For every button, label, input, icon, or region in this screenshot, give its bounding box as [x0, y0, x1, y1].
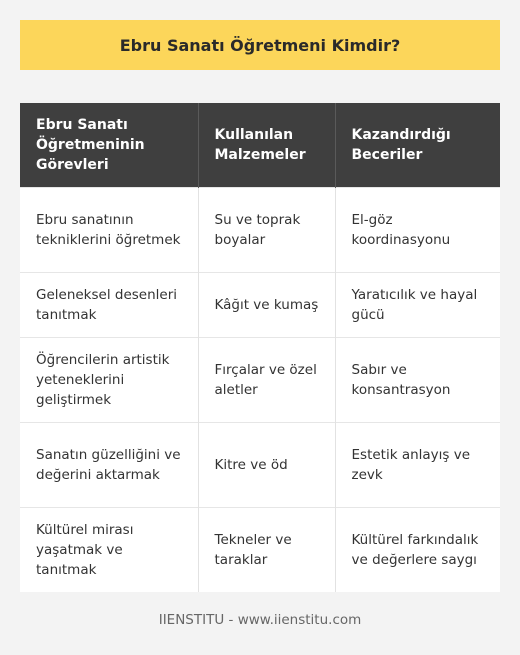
- table-cell-skill: Yaratıcılık ve hayal gücü: [335, 273, 500, 338]
- table-header-row: [20, 103, 500, 188]
- header-materials: Kullanılan Malzemeler: [198, 103, 335, 188]
- table-cell-duty: Kültürel mirası yaşatmak ve tanıtmak: [20, 508, 198, 593]
- table-row: [20, 338, 500, 423]
- table-cell-skill: Kültürel farkındalık ve değerlere saygı: [335, 508, 500, 593]
- table-cell-skill: Sabır ve konsantrasyon: [335, 338, 500, 423]
- table-row: [20, 188, 500, 273]
- table-row: [20, 508, 500, 593]
- table-row: [20, 273, 500, 338]
- table-cell-duty: Sanatın güzelliğini ve değerini aktarmak: [20, 423, 198, 508]
- table-cell-duty: Öğrencilerin artistik yeteneklerini geliştirmek: [20, 338, 198, 423]
- table-cell-material: Tekneler ve taraklar: [198, 508, 335, 593]
- footer-credit: IIENSTITU - www.iienstitu.com: [158, 612, 362, 628]
- table-cell-material: Kitre ve öd: [198, 423, 335, 508]
- table-cell-skill: El-göz koordinasyonu: [335, 188, 500, 273]
- table-cell-duty: Ebru sanatının tekniklerini öğretmek: [20, 188, 198, 273]
- page-title: Ebru Sanatı Öğretmeni Kimdir?: [20, 20, 500, 70]
- table-row: [20, 423, 500, 508]
- table-cell-skill: Estetik anlayış ve zevk: [335, 423, 500, 508]
- header-duties: Ebru Sanatı Öğretmeninin Görevleri: [20, 103, 198, 188]
- table-cell-material: Fırçalar ve özel aletler: [198, 338, 335, 423]
- header-skills: Kazandırdığı Beceriler: [335, 103, 500, 188]
- table-cell-material: Kâğıt ve kumaş: [198, 273, 335, 338]
- table-cell-material: Su ve toprak boyalar: [198, 188, 335, 273]
- table-cell-duty: Geleneksel desenleri tanıtmak: [20, 273, 198, 338]
- info-table: [20, 103, 500, 592]
